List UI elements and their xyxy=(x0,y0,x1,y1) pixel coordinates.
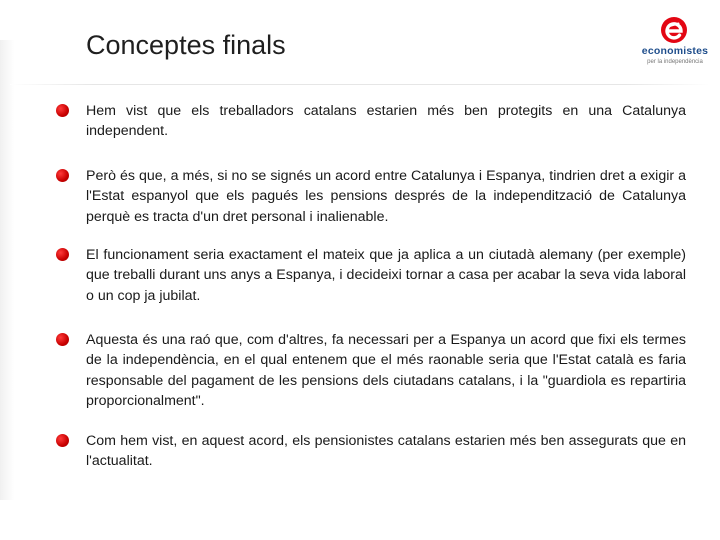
bullet-dot-icon xyxy=(56,104,69,117)
bullet-text: Hem vist que els treballadors catalans estarien més ben protegits en una Catalunya independent. xyxy=(86,103,686,140)
logo-wordmark: economistes xyxy=(641,45,709,57)
logo xyxy=(636,16,714,70)
logo-tagline: per la independència xyxy=(647,59,703,65)
bullet-dot-icon xyxy=(56,434,69,447)
bullet-dot-icon xyxy=(56,169,69,182)
header-divider xyxy=(10,84,710,85)
bullet-text: El funcionament seria exactament el mateix que ja aplica a un ciutadà alemany (per exemple) que treballi durant uns anys a Espanya, i decideixi tornar a casa per acabar la seva vida laboral o un cop ja jubilat. xyxy=(86,247,686,304)
bullet-dot-icon xyxy=(56,333,69,346)
bullet-text: Però és que, a més, si no se signés un acord entre Catalunya i Espanya, tindrien dret a exigir a l'Estat espanyol que els pagués les pensions després de la independització de Catalunya perquè es tracta d'un dret personal i inalienable. xyxy=(86,168,686,225)
bullet-text: Com hem vist, en aquest acord, els pensionistes catalans estarien més ben assegurats que en l'actualitat. xyxy=(86,433,686,470)
page-title: Conceptes finals xyxy=(86,30,286,60)
bullet-dot-icon xyxy=(56,248,69,261)
bullet-text: Aquesta és una raó que, com d'altres, fa necessari per a Espanya un acord que fixi els termes de la independència, en el qual entenem que el més raonable seria que l'Estat català es faria responsable del pagament de les pensions dels ciutadans catalans, i la "guardiola es repartiria proporcionalment". xyxy=(86,332,686,410)
left-edge-shade xyxy=(0,40,14,500)
economistes-logo-icon xyxy=(660,16,688,44)
